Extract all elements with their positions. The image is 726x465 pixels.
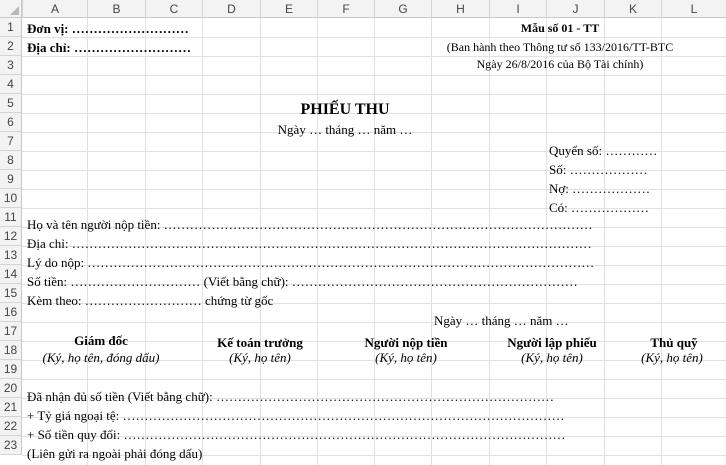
attachments-field: Kèm theo: ……………………… chứng từ gốc (27, 293, 274, 308)
column-header-c[interactable]: C (145, 0, 202, 18)
row-header-5[interactable]: 5 (0, 94, 22, 113)
form-number: Mẫu số 01 - TT (520, 21, 600, 35)
signature-note-cashier: (Ký, họ tên) (641, 350, 703, 365)
grid-line (22, 379, 726, 380)
signature-note-director: (Ký, họ tên, đóng dấu) (42, 350, 160, 365)
issued-by-circular: (Ban hành theo Thông tư số 133/2016/TT-BTC (446, 40, 674, 54)
column-header-e[interactable]: E (260, 0, 317, 18)
row-header-16[interactable]: 16 (0, 303, 22, 322)
converted-amount-field: + Số tiền quy đổi: ………………………………………………………………………………………… (27, 427, 566, 442)
signature-role-director: Giám đốc (74, 333, 128, 348)
row-header-23[interactable]: 23 (0, 436, 22, 455)
amount-field: Số tiền: ………………………… (Viết bằng chữ): ………………………………………………………… (27, 274, 578, 289)
select-all-corner[interactable] (0, 0, 22, 18)
row-header-17[interactable]: 17 (0, 322, 22, 341)
credit-field: Có: ……………… (549, 200, 650, 215)
column-header-j[interactable]: J (546, 0, 604, 18)
row-header-14[interactable]: 14 (0, 265, 22, 284)
address-field: Địa chỉ: ………………………………………………………………………………………………………… (27, 236, 592, 251)
row-header-1[interactable]: 1 (0, 18, 22, 37)
row-header-15[interactable]: 15 (0, 284, 22, 303)
reason-field: Lý do nộp: ……………………………………………………………………………………………………… (27, 255, 595, 270)
column-header-d[interactable]: D (202, 0, 260, 18)
select-all-triangle-icon (10, 6, 19, 15)
voucher-number-field: Số: ……………… (549, 162, 648, 177)
signature-date-line: Ngày … tháng … năm … (434, 313, 569, 328)
signature-role-cashier: Thủ quỹ (650, 335, 698, 350)
debit-field: Nợ: ……………… (549, 181, 651, 196)
signature-role-preparer: Người lập phiếu (507, 335, 597, 350)
payer-name-field: Họ và tên người nộp tiền: ……………………………………………………………………………………… (27, 217, 593, 232)
row-header-11[interactable]: 11 (0, 208, 22, 227)
grid-line (22, 322, 726, 323)
row-header-3[interactable]: 3 (0, 56, 22, 75)
row-header-7[interactable]: 7 (0, 132, 22, 151)
grid-line (22, 94, 726, 95)
signature-note-preparer: (Ký, họ tên) (521, 350, 583, 365)
row-header-13[interactable]: 13 (0, 246, 22, 265)
grid-line (22, 75, 726, 76)
column-header-g[interactable]: G (374, 0, 431, 18)
stamp-note: (Liên gửi ra ngoài phải đóng dấu) (27, 446, 203, 461)
row-header-20[interactable]: 20 (0, 379, 22, 398)
don-vi-label: Đơn vị: ……………………… (27, 21, 189, 36)
form-date-line: Ngày … tháng … năm … (277, 122, 413, 137)
exchange-rate-field: + Tỷ giá ngoại tệ: ………………………………………………………………………………………… (27, 408, 565, 423)
issued-date: Ngày 26/8/2016 của Bộ Tài chính) (476, 57, 644, 71)
row-header-19[interactable]: 19 (0, 360, 22, 379)
signature-note-payer: (Ký, họ tên) (375, 350, 437, 365)
row-header-21[interactable]: 21 (0, 398, 22, 417)
received-amount-field: Đã nhận đủ số tiền (Viết bằng chữ): …………………………………………………………………… (27, 389, 554, 404)
row-header-22[interactable]: 22 (0, 417, 22, 436)
signature-note-chief-accountant: (Ký, họ tên) (229, 350, 291, 365)
book-number-field: Quyển số: ………… (549, 143, 658, 158)
row-header-12[interactable]: 12 (0, 227, 22, 246)
column-header-k[interactable]: K (604, 0, 661, 18)
signature-role-chief-accountant: Kế toán trưởng (217, 335, 303, 350)
row-header-2[interactable]: 2 (0, 37, 22, 56)
dia-chi-header-label: Địa chỉ: ……………………… (27, 40, 191, 55)
row-header-18[interactable]: 18 (0, 341, 22, 360)
page-title: PHIẾU THU (300, 101, 390, 118)
column-header-h[interactable]: H (431, 0, 489, 18)
column-header-a[interactable]: A (22, 0, 87, 18)
column-header-l[interactable]: L (661, 0, 726, 18)
column-header-i[interactable]: I (489, 0, 546, 18)
row-header-4[interactable]: 4 (0, 75, 22, 94)
row-header-9[interactable]: 9 (0, 170, 22, 189)
column-header-b[interactable]: B (87, 0, 145, 18)
row-header-6[interactable]: 6 (0, 113, 22, 132)
row-header-8[interactable]: 8 (0, 151, 22, 170)
signature-role-payer: Người nộp tiền (364, 335, 448, 350)
column-header-f[interactable]: F (317, 0, 374, 18)
row-header-10[interactable]: 10 (0, 189, 22, 208)
